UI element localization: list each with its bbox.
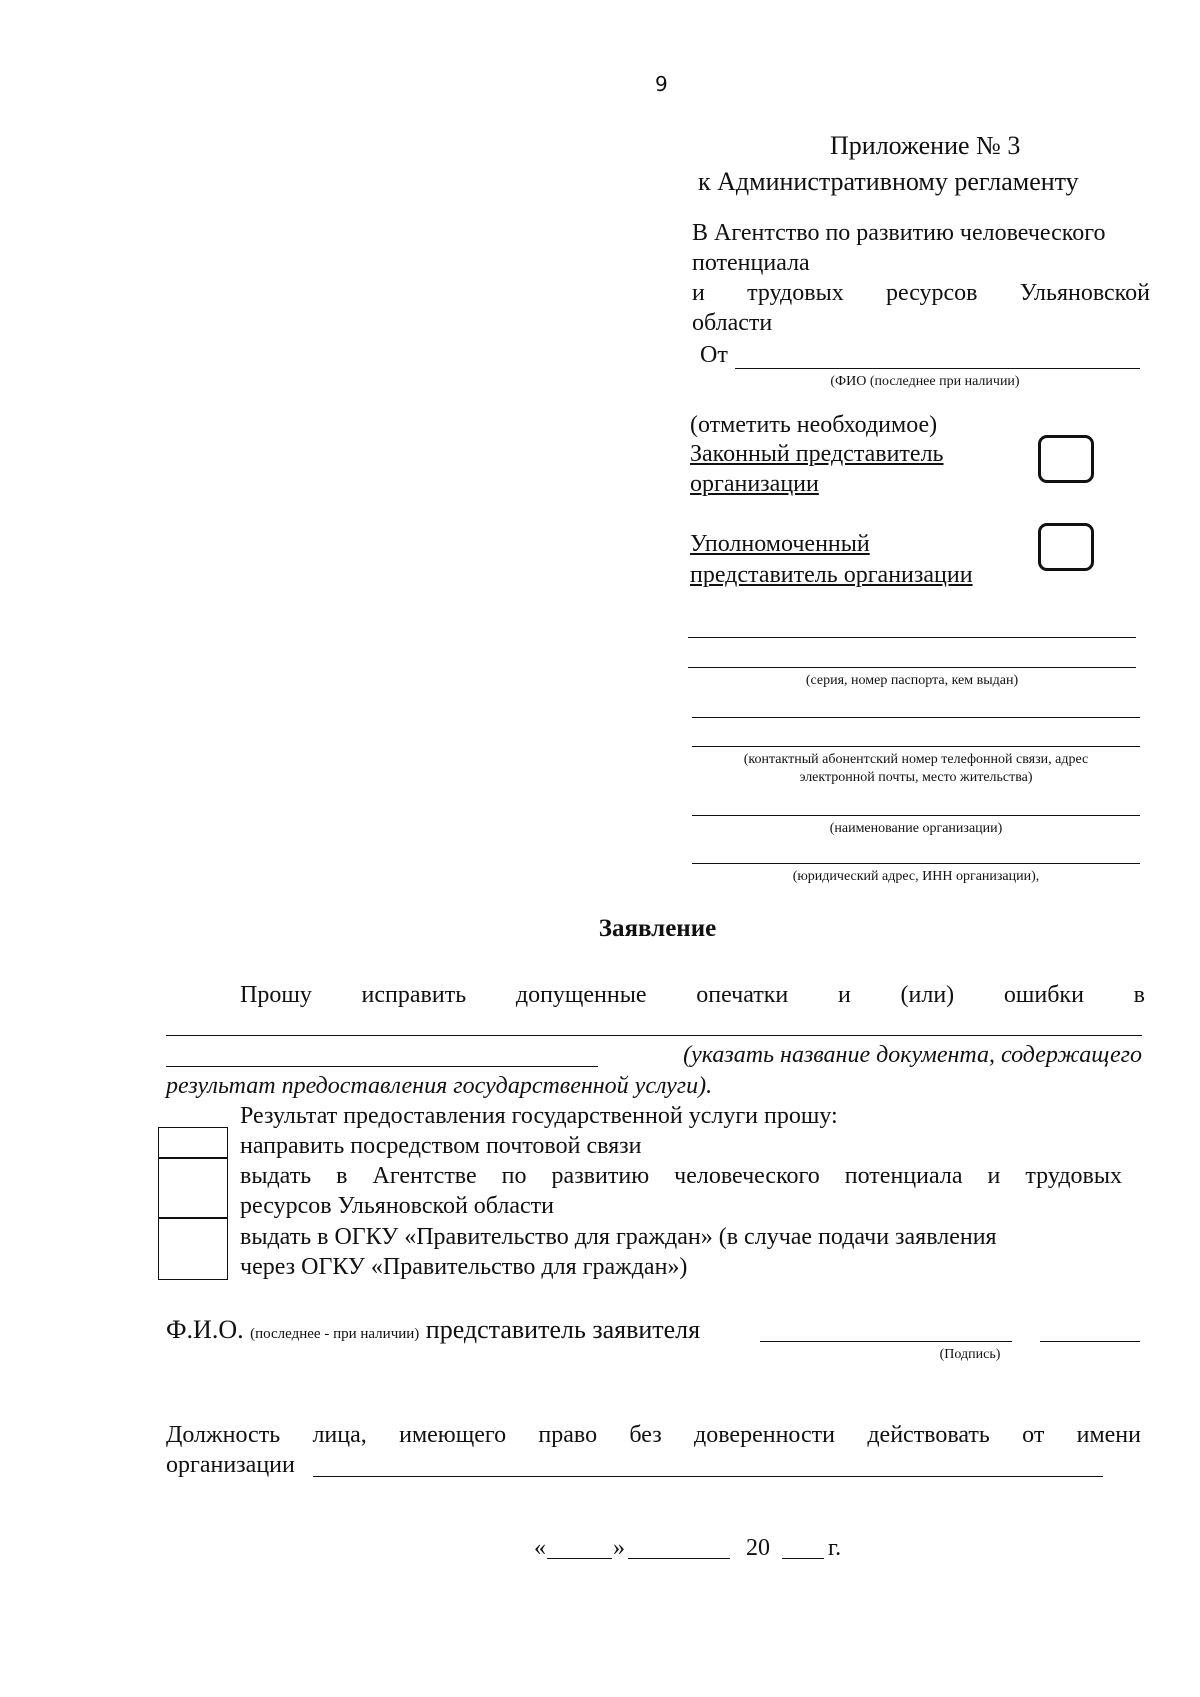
option-legal-rep-line2: организации	[690, 471, 819, 497]
word: допущенные	[515, 982, 647, 1008]
option-authorized-rep-line1: Уполномоченный	[690, 531, 870, 557]
day-input-line[interactable]	[547, 1558, 612, 1559]
document-hint-line1: (указать название документа, содержащего	[683, 1042, 1142, 1068]
date-close-quote: »	[613, 1535, 625, 1561]
contacts-caption-line2: электронной почты, место жительства)	[799, 770, 1033, 785]
option-mfc-line1: выдать в ОГКУ «Правительство для граждан» (в случае подачи заявления	[240, 1224, 997, 1250]
word: без	[629, 1422, 662, 1448]
addressee-line2: потенциала	[692, 250, 810, 276]
mail-option-checkbox[interactable]	[158, 1127, 228, 1159]
legal-address-caption: (юридический адрес, ИНН организации),	[792, 869, 1040, 884]
signature-line[interactable]	[1040, 1341, 1140, 1342]
option-authorized-rep-line2: представитель организации	[690, 562, 973, 588]
blank-line[interactable]	[688, 637, 1136, 638]
appendix-subtitle: к Административному регламенту	[698, 167, 1079, 196]
word: Должность	[166, 1422, 281, 1448]
word: и	[692, 280, 705, 306]
addressee-line3	[692, 278, 1150, 308]
passport-caption: (серия, номер паспорта, кем выдан)	[805, 673, 1019, 688]
legal-representative-checkbox[interactable]	[1038, 435, 1094, 483]
position-line	[166, 1420, 1141, 1450]
year-suffix: г.	[828, 1535, 842, 1561]
word: ресурсов	[885, 280, 978, 306]
addressee-line4: области	[692, 310, 773, 336]
agency-option-checkbox[interactable]	[158, 1157, 228, 1219]
authorized-representative-checkbox[interactable]	[1038, 523, 1094, 571]
contacts-caption-line1: (контактный абонентский номер телефонной связи, адрес	[743, 752, 1089, 767]
word: исправить	[361, 982, 467, 1008]
appendix-title: Приложение № 3	[830, 131, 1021, 160]
word: доверенности	[694, 1422, 836, 1448]
document-name-line-2[interactable]	[166, 1066, 598, 1067]
signature-caption: (Подпись)	[939, 1347, 1001, 1362]
mfc-option-checkbox[interactable]	[158, 1217, 228, 1280]
addressee-line1: В Агентство по развитию человеческого	[692, 220, 1106, 246]
word: имеющего	[399, 1422, 507, 1448]
word: право	[538, 1422, 598, 1448]
word: (или)	[900, 982, 955, 1008]
word: трудовых	[747, 280, 844, 306]
word: в	[1133, 982, 1145, 1008]
org-name-input-line[interactable]	[692, 815, 1140, 816]
option-mail: направить посредством почтовой связи	[240, 1133, 642, 1159]
word: Прошу	[240, 982, 312, 1008]
document-hint-line2: результат предоставления государственной услуги).	[166, 1073, 713, 1099]
fio-input-line[interactable]	[735, 368, 1140, 369]
year-prefix: 20	[746, 1535, 770, 1561]
word: от	[1022, 1422, 1045, 1448]
word: лица,	[312, 1422, 367, 1448]
fio-role: представитель заявителя	[425, 1315, 701, 1344]
result-intro: Результат предоставления государственной услуги прошу:	[240, 1103, 838, 1129]
word: и	[837, 982, 851, 1008]
option-legal-rep-line1: Законный представитель	[690, 441, 944, 467]
org-name-caption: (наименование организации)	[829, 821, 1003, 836]
word: опечатки	[696, 982, 789, 1008]
word: действовать	[867, 1422, 990, 1448]
position-input-line[interactable]	[313, 1476, 1103, 1477]
request-line	[240, 980, 1145, 1010]
year-input-line[interactable]	[782, 1558, 824, 1559]
option-agency-line2: ресурсов Ульяновской области	[240, 1193, 555, 1219]
contacts-input-line-2[interactable]	[692, 746, 1140, 747]
fio-signature-row	[166, 1314, 700, 1350]
fio-caption: (ФИО (последнее при наличии)	[830, 374, 1020, 389]
page-number: 9	[655, 72, 668, 96]
representative-fio-line[interactable]	[760, 1341, 1012, 1342]
document-name-line-1[interactable]	[166, 1035, 1142, 1036]
contacts-input-line-1[interactable]	[692, 717, 1140, 718]
word: ошибки	[1003, 982, 1084, 1008]
from-label: От	[700, 342, 728, 368]
option-mfc-line2: через ОГКУ «Правительство для граждан»)	[240, 1254, 688, 1280]
position-line2: организации	[166, 1452, 295, 1478]
fio-note: (последнее - при наличии)	[250, 1326, 420, 1342]
representative-instruction: (отметить необходимое)	[690, 412, 938, 438]
word: Ульяновской	[1019, 280, 1150, 306]
passport-input-line[interactable]	[688, 667, 1136, 668]
date-open-quote: «	[534, 1535, 546, 1561]
word: имени	[1076, 1422, 1141, 1448]
option-agency-line1: выдать в Агентстве по развитию человеческого потенциала и трудовых	[240, 1163, 1122, 1189]
month-input-line[interactable]	[628, 1558, 730, 1559]
statement-heading: Заявление	[598, 915, 717, 942]
legal-address-input-line[interactable]	[692, 863, 1140, 864]
fio-label: Ф.И.О.	[166, 1315, 244, 1344]
